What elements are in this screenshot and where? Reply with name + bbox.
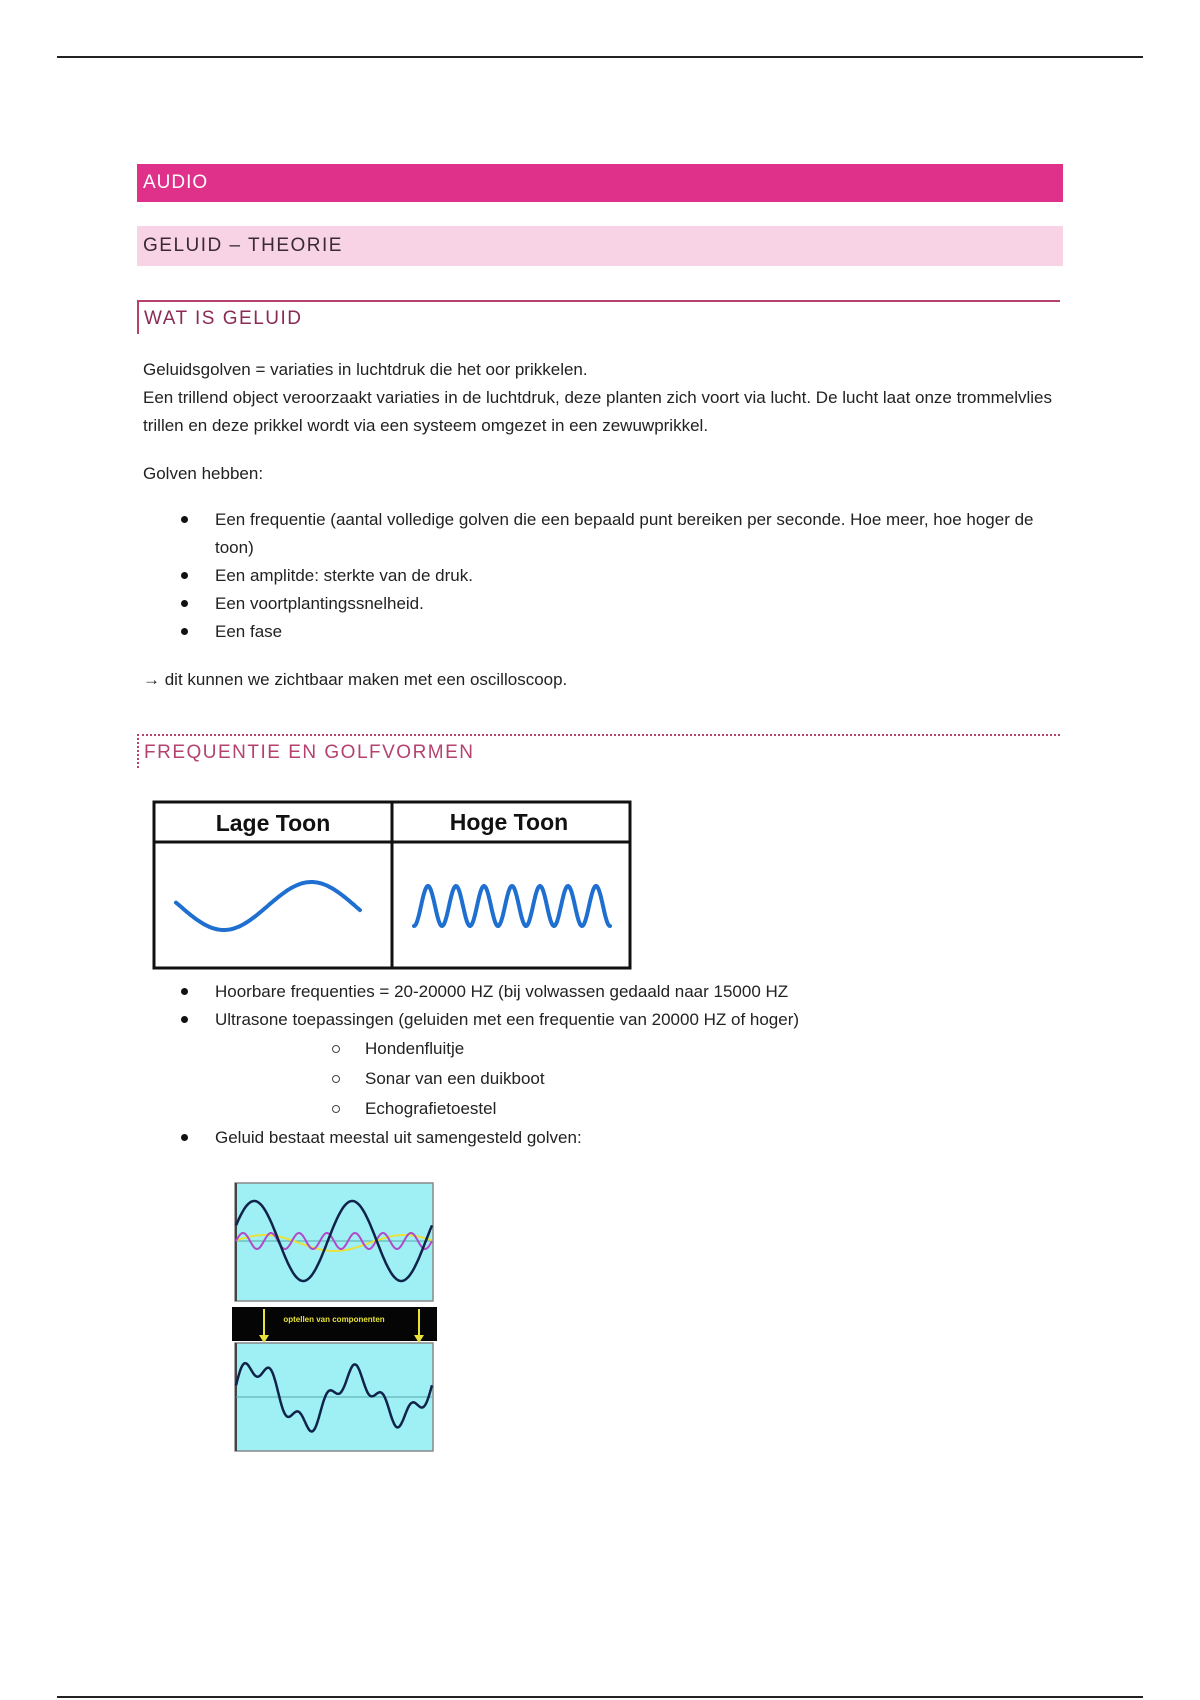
bullet-icon	[181, 600, 188, 607]
high-tone-label: Hoge Toon	[449, 809, 569, 835]
intro-line-2: Een trillend object veroorzaakt variaties in de luchtdruk, deze planten zich voort via lucht. De lucht laat onze trommelvlies trillen en deze prikkel wordt via een systeem omgezet in een zewuwprikkel.	[143, 388, 1053, 435]
footer-rule	[57, 1696, 1143, 1698]
bullet-icon	[181, 628, 188, 635]
document-body	[137, 164, 1063, 1324]
list-item: Geluid bestaat meestal uit samengesteld golven:	[137, 1124, 1063, 1152]
composite-wave-svg	[232, 1181, 437, 1456]
sublist-item: Echografietoestel	[215, 1094, 1063, 1124]
sum-label: optellen van componenten	[283, 1315, 385, 1324]
bullet-icon	[181, 1016, 188, 1023]
list-item: Een fase	[137, 618, 1063, 646]
heading-geluid-theorie: GELUID – THEORIE	[137, 226, 1063, 266]
composite-wave-figure	[232, 1181, 437, 1461]
bullet-icon	[181, 1134, 188, 1141]
frequency-list	[137, 978, 1063, 1152]
list-item: Ultrasone toepassingen (geluiden met een frequentie van 20000 HZ of hoger) Hondenfluitje Sonar van een duikboot Echografietoestel	[137, 1006, 1063, 1124]
heading-wat-is-geluid: WAT IS GELUID	[137, 300, 1060, 334]
heading-frequentie-golfvormen: FREQUENTIE EN GOLFVORMEN	[137, 734, 1060, 768]
header-rule	[57, 56, 1143, 58]
sublist-item: Hondenfluitje	[215, 1034, 1063, 1064]
ultrasone-sublist	[215, 1034, 1063, 1124]
golven-hebben: Golven hebben:	[143, 464, 264, 483]
low-tone-label: Lage Toon	[215, 810, 331, 836]
list-item: Een frequentie (aantal volledige golven die een bepaald punt bereiken per seconde. Hoe meer, hoe hoger de toon)	[137, 506, 1063, 562]
sublist-item: Sonar van een duikboot	[215, 1064, 1063, 1094]
tone-table-svg	[152, 800, 632, 970]
bullet-icon	[181, 988, 188, 995]
list-item: Hoorbare frequenties = 20-20000 HZ (bij volwassen gedaald naar 15000 HZ	[137, 978, 1063, 1006]
bullet-icon	[181, 572, 188, 579]
list-item: Een amplitde: sterkte van de druk.	[137, 562, 1063, 590]
intro-line-1: Geluidsgolven = variaties in luchtdruk die het oor prikkelen.	[143, 360, 588, 379]
wave-properties-list	[137, 506, 1063, 646]
list-item: Een voortplantingssnelheid.	[137, 590, 1063, 618]
tone-comparison-figure	[152, 800, 632, 975]
heading-audio: AUDIO	[137, 164, 1063, 202]
oscilloscope-note: → dit kunnen we zichtbaar maken met een oscilloscoop.	[143, 670, 568, 689]
circle-bullet-icon	[332, 1045, 340, 1053]
circle-bullet-icon	[332, 1105, 340, 1113]
circle-bullet-icon	[332, 1075, 340, 1083]
bullet-icon	[181, 516, 188, 523]
